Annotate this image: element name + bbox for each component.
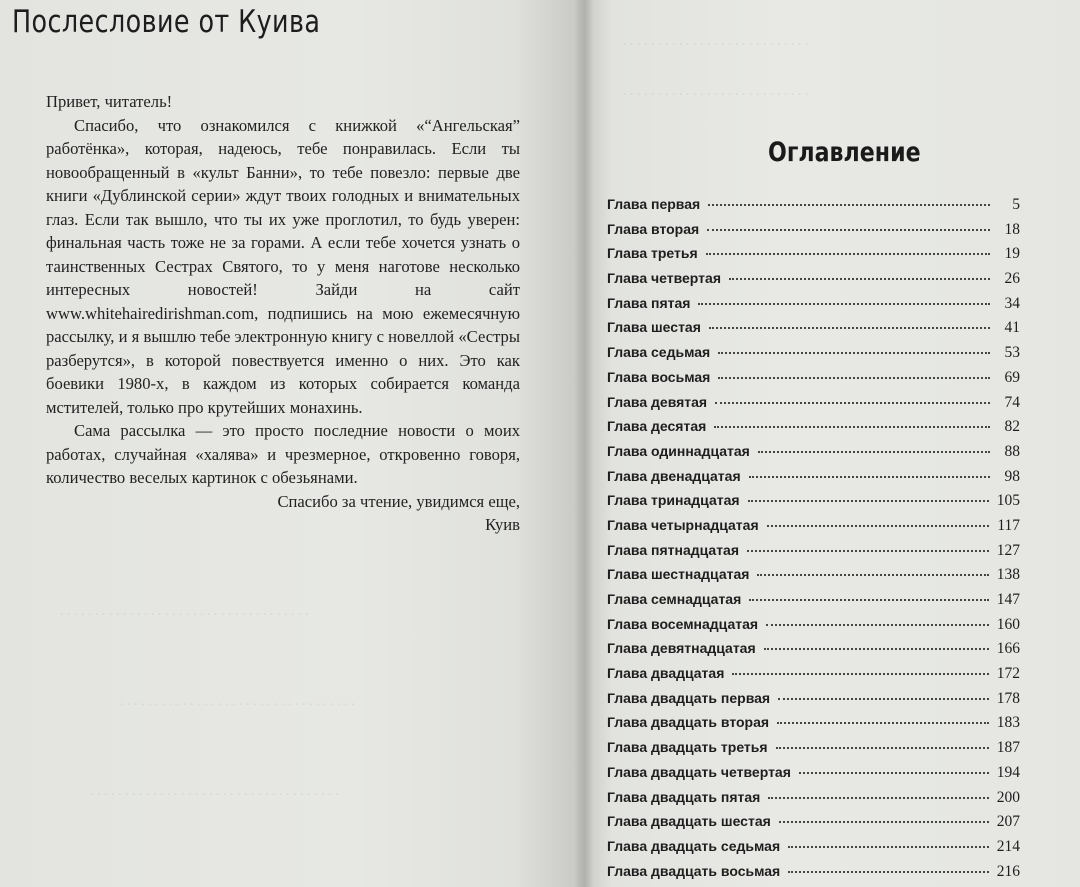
toc-title: Оглавление [768,137,921,168]
toc-entry[interactable] [607,394,1020,419]
toc-chapter-title: Глава шестнадцатая [607,566,750,583]
toc-entry[interactable] [607,468,1020,493]
toc-entry[interactable] [607,221,1020,246]
toc-entry[interactable] [607,418,1020,443]
toc-page-number: 105 [996,492,1020,510]
toc-entry[interactable] [607,789,1020,814]
toc-chapter-title: Глава двадцать третья [607,739,768,756]
toc-entry[interactable] [607,492,1020,517]
bleed-through-text: . . . . . . . . . . . . . . . . . . . . . . . . . . . . . . . . . . [120,694,355,709]
toc-leader-dots [732,673,988,675]
toc-page-number: 127 [996,541,1020,559]
toc-chapter-title: Глава десятая [607,418,707,435]
toc-entry[interactable] [607,739,1020,764]
toc-chapter-title: Глава восемнадцатая [607,615,759,632]
toc-entry[interactable] [607,196,1020,221]
bleed-through-text: . . . . . . . . . . . . . . . . . . . . . . . . . . . [623,34,809,49]
toc-chapter-title: Глава четвертая [607,270,721,287]
afterword-signature: Куив [485,515,520,534]
toc-page-number: 5 [1012,196,1020,213]
toc-page-number: 172 [996,665,1020,683]
toc-chapter-title: Глава тринадцатая [607,492,740,509]
toc-page-number: 34 [1004,294,1020,312]
toc-chapter-title: Глава шестая [607,319,701,336]
toc-page-number: 216 [996,862,1020,880]
toc-page-number: 214 [996,837,1020,855]
toc-leader-dots [749,476,990,478]
toc-leader-dots [714,426,990,428]
toc-page-number: 147 [996,591,1020,608]
toc-page-number: 82 [1004,418,1020,436]
toc-entry[interactable] [607,616,1020,641]
toc-leader-dots [729,278,990,280]
toc-leader-dots [799,772,989,774]
toc-page-number: 200 [996,788,1020,806]
toc-page-number: 53 [1004,344,1020,362]
toc-chapter-title: Глава пятнадцатая [607,541,740,558]
afterword-title: Послесловие от Куива [12,4,321,40]
toc-leader-dots [708,204,990,206]
toc-chapter-title: Глава первая [607,196,701,212]
toc-leader-dots [715,402,990,404]
toc-leader-dots [747,550,989,552]
toc-chapter-title: Глава двенадцатая [607,467,741,484]
toc-chapter-title: Глава вторая [607,220,700,237]
toc-leader-dots [767,525,990,527]
toc-entry[interactable] [607,838,1020,863]
toc-entry[interactable] [607,690,1020,715]
toc-entry[interactable] [607,591,1020,616]
toc-chapter-title: Глава двадцать первая [607,689,771,706]
toc-leader-dots [707,229,990,231]
toc-entry[interactable] [607,813,1020,838]
toc-chapter-title: Глава двадцать шестая [607,813,771,830]
toc-leader-dots [788,871,989,873]
toc-entry[interactable] [607,517,1020,542]
toc-page-number: 138 [996,566,1020,584]
toc-page-number: 178 [996,689,1020,707]
toc-leader-dots [709,327,990,329]
toc-chapter-title: Глава двадцатая [607,665,725,682]
afterword-body [46,90,520,537]
toc-page-number: 117 [997,516,1020,534]
toc-chapter-title: Глава девятая [607,393,708,410]
toc-page-number: 19 [1004,245,1020,263]
toc-leader-dots [779,821,989,823]
toc-chapter-title: Глава двадцать восьмая [607,862,781,879]
toc-leader-dots [748,500,989,502]
toc-entry[interactable] [607,245,1020,270]
toc-leader-dots [764,648,989,650]
toc-page-number: 194 [996,763,1020,781]
toc-entry[interactable] [607,295,1020,320]
toc-leader-dots [757,574,988,576]
toc-chapter-title: Глава одиннадцатая [607,442,750,459]
afterword-paragraph: Сама рассылка — это просто последние новости о моих работах, случайная «халява» и чрезмерное, откровенно говоря, количество веселых картинок с обезьянами. [46,421,520,487]
afterword-greeting: Привет, читатель! [46,92,173,111]
toc-entry[interactable] [607,369,1020,394]
toc-entry[interactable] [607,640,1020,665]
table-of-contents [607,196,1020,887]
toc-chapter-title: Глава двадцать пятая [607,788,761,805]
toc-page-number: 160 [996,615,1020,633]
toc-chapter-title: Глава четырнадцатая [607,516,759,533]
toc-chapter-title: Глава седьмая [607,344,711,361]
toc-entry[interactable] [607,764,1020,789]
toc-entry[interactable] [607,714,1020,739]
toc-chapter-title: Глава восьмая [607,368,711,385]
toc-leader-dots [776,747,989,749]
toc-entry[interactable] [607,566,1020,591]
bleed-through-text: . . . . . . . . . . . . . . . . . . . . . . . . . . . . . . . . . . . . [90,784,339,799]
toc-page-number: 207 [996,813,1020,831]
toc-page-number: 183 [996,714,1020,732]
toc-leader-dots [706,253,990,255]
toc-page-number: 88 [1004,442,1020,460]
toc-entry[interactable] [607,443,1020,468]
bleed-through-text: . . . . . . . . . . . . . . . . . . . . . . . . . . . . . . . . . . . . [60,604,309,619]
toc-page-number: 69 [1004,368,1020,386]
toc-leader-dots [749,599,988,601]
toc-page-number: 41 [1004,319,1020,337]
toc-leader-dots [766,624,989,626]
toc-entry[interactable] [607,319,1020,344]
toc-chapter-title: Глава семнадцатая [607,591,742,607]
toc-entry[interactable] [607,665,1020,690]
afterword-closing: Спасибо за чтение, увидимся еще, [277,491,520,511]
toc-chapter-title: Глава двадцать вторая [607,714,770,731]
toc-leader-dots [698,303,990,305]
toc-leader-dots [758,451,990,453]
toc-chapter-title: Глава девятнадцатая [607,640,756,657]
toc-page-number: 187 [996,739,1020,757]
bleed-through-text: . . . . . . . . . . . . . . . . . . . . . . . . . . . [623,84,809,99]
toc-leader-dots [777,722,989,724]
toc-page-number: 26 [1004,270,1020,288]
toc-page-number: 18 [1004,220,1020,238]
toc-chapter-title: Глава двадцать седьмая [607,837,781,854]
toc-leader-dots [778,698,989,700]
toc-leader-dots [768,797,988,799]
toc-entry[interactable] [607,270,1020,295]
toc-entry[interactable] [607,542,1020,567]
afterword-paragraph: Спасибо, что ознакомился с книжкой «“Ангельская” работёнка», которая, надеюсь, тебе понравилась. Если ты новообращенный в «культ Банни», то тебе повезло: первые две книги «Дублинской серии» ждут твоих голодных и внимательных глаз. Если так вышло, что ты их уже проглотил, то будь уверен: финальная часть тоже не за горами. А если тебе хочется узнать о таинственных Сестрах Святого, то у меня наготове несколько интересных новостей! Зайди на сайт www.whitehairedirishman.com, подпишись на мою ежемесячную рассылку, и я вышлю тебе электронную книгу с новеллой «Сестры разберутся», в которой повествуется именно о них. Это как боевики 1980-х, в каждом из которых собирается команда мстителей, только про крутейших монахинь. [46,115,520,417]
toc-page-number: 74 [1004,393,1020,411]
toc-chapter-title: Глава третья [607,245,698,262]
toc-leader-dots [718,352,990,354]
toc-entry[interactable] [607,344,1020,369]
toc-leader-dots [718,377,990,379]
toc-chapter-title: Глава пятая [607,294,691,311]
toc-page-number: 98 [1004,467,1020,485]
toc-leader-dots [788,846,989,848]
toc-entry[interactable] [607,863,1020,887]
toc-page-number: 166 [996,640,1020,658]
toc-chapter-title: Глава двадцать четвертая [607,763,791,780]
